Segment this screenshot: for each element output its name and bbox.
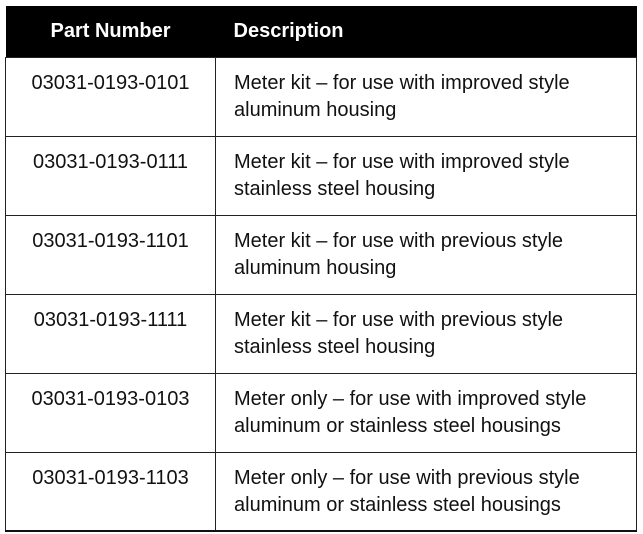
header-part-number: Part Number (50, 19, 171, 42)
table-row (6, 452, 637, 531)
part-number-cell: 03031-0193-1111 (6, 294, 216, 373)
description-cell: Meter kit – for use with previous style stainless steel housing (216, 294, 637, 373)
parts-table-container (5, 6, 636, 532)
part-number-cell: 03031-0193-1103 (6, 452, 216, 531)
part-number-cell: 03031-0193-0103 (6, 373, 216, 452)
description-cell: Meter kit – for use with improved style aluminum housing (216, 57, 637, 136)
table-header (6, 6, 637, 57)
table-row (6, 373, 637, 452)
parts-table (5, 6, 637, 532)
table-row (6, 136, 637, 215)
description-cell: Meter kit – for use with improved style stainless steel housing (216, 136, 637, 215)
part-number-cell: 03031-0193-0111 (6, 136, 216, 215)
header-row (6, 6, 637, 57)
header-description: Description (233, 19, 344, 42)
description-cell: Meter kit – for use with previous style aluminum housing (216, 215, 637, 294)
description-cell: Meter only – for use with previous style aluminum or stainless steel housings (216, 452, 637, 531)
table-row (6, 294, 637, 373)
table-row (6, 215, 637, 294)
description-cell: Meter only – for use with improved style aluminum or stainless steel housings (216, 373, 637, 452)
part-number-cell: 03031-0193-0101 (6, 57, 216, 136)
table-row (6, 57, 637, 136)
table-body (6, 57, 637, 531)
part-number-cell: 03031-0193-1101 (6, 215, 216, 294)
